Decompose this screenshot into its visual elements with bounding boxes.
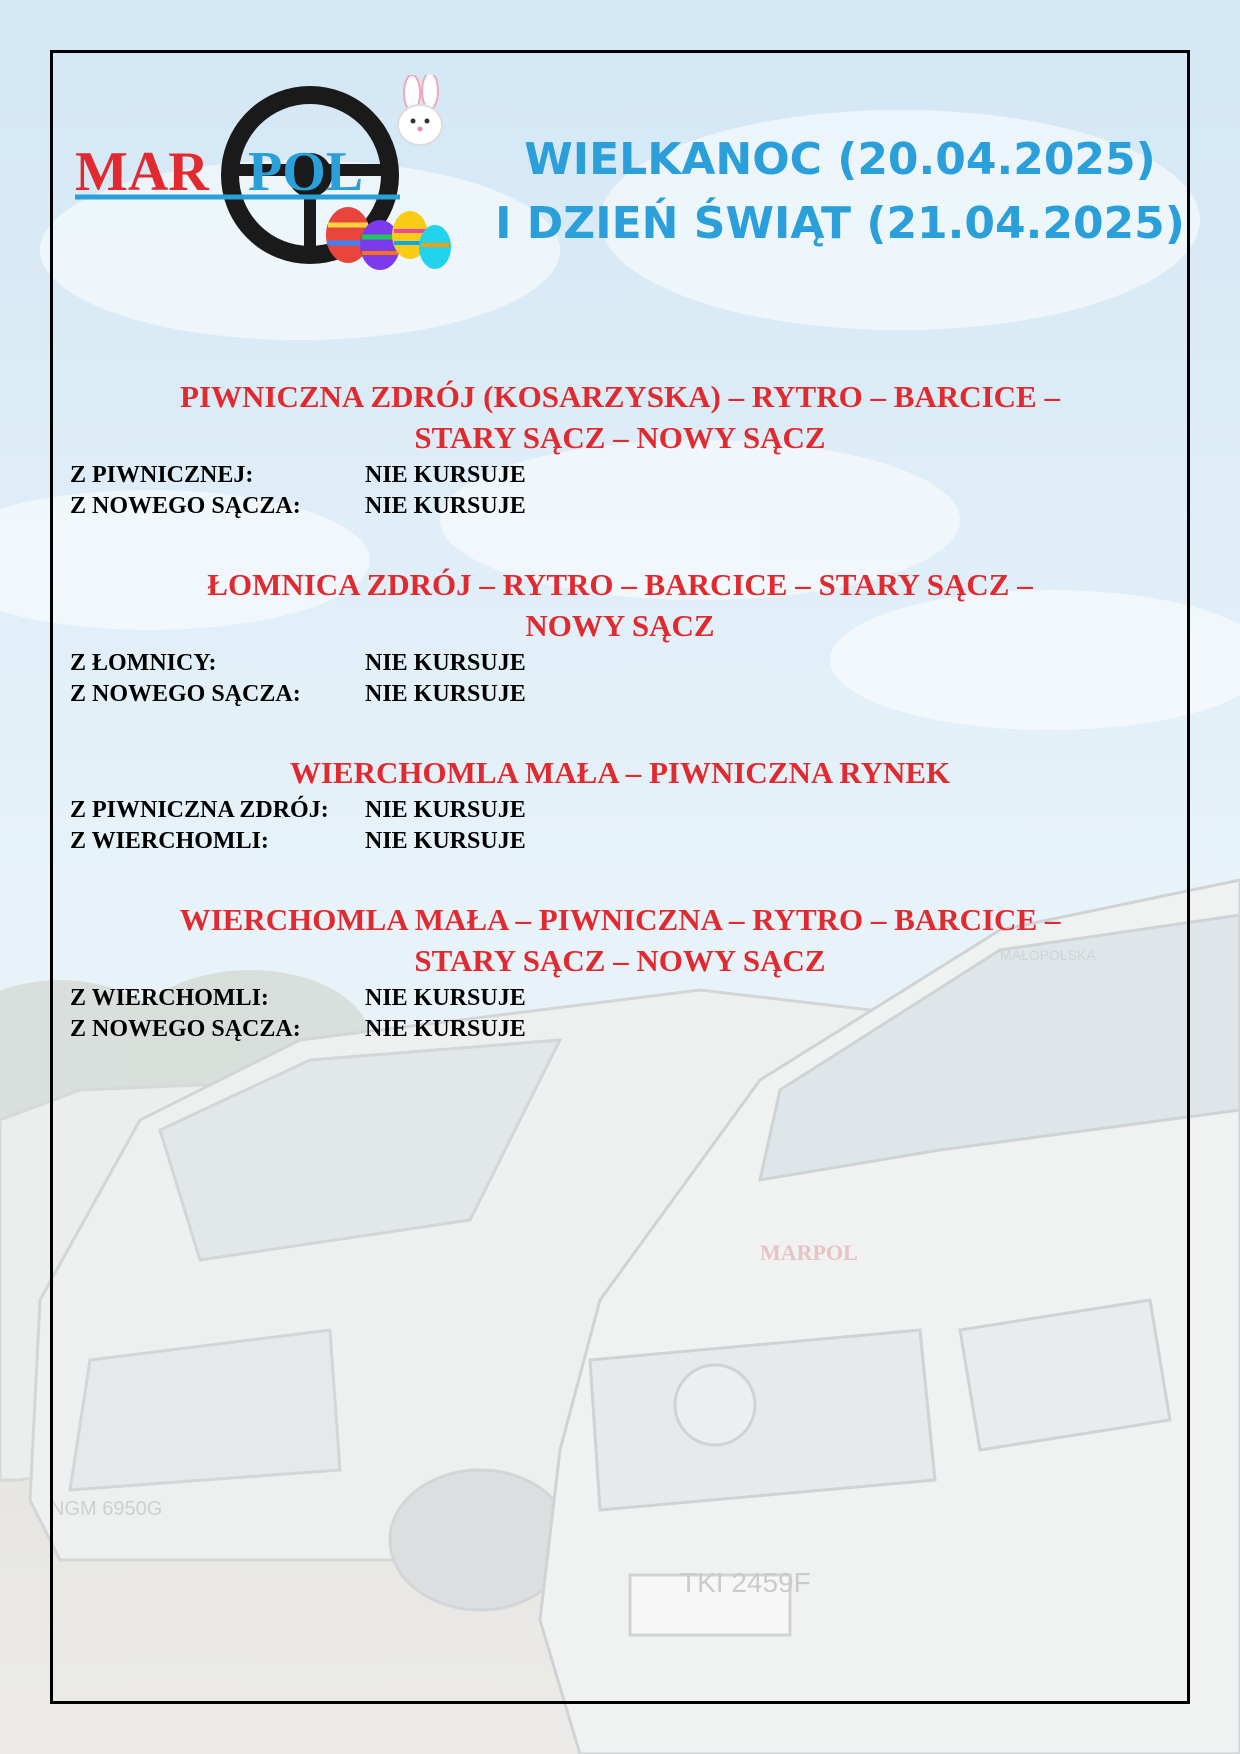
schedule-row (70, 491, 1170, 522)
route-title (70, 376, 1170, 458)
route-title-line: PIWNICZNA ZDRÓJ (KOSARZYSKA) – RYTRO – BARCICE – (180, 379, 1060, 414)
route-title (70, 564, 1170, 646)
schedule-row (70, 826, 1170, 857)
route-title-line: WIERCHOMLA MAŁA – PIWNICZNA – RYTRO – BARCICE – (179, 902, 1061, 937)
marpol-logo (70, 75, 470, 275)
direction-label: Z ŁOMNICY: (70, 650, 217, 676)
schedule-row (70, 460, 1170, 491)
route-block (70, 376, 1170, 522)
route-title-line: ŁOMNICA ZDRÓJ – RYTRO – BARCICE – STARY SĄCZ – (207, 567, 1033, 602)
plate-text-2: NGM 6950G (50, 1498, 163, 1520)
logo-text-mar: MAR (75, 141, 209, 203)
direction-label: Z PIWNICZNA ZDRÓJ: (70, 797, 329, 823)
route-block (70, 752, 1170, 857)
route-title (70, 752, 1170, 793)
route-block (70, 899, 1170, 1045)
status-value: NIE KURSUJE (365, 462, 526, 488)
logo-text-pol: POL (248, 141, 364, 203)
direction-label: Z WIERCHOMLI: (70, 985, 269, 1011)
status-value: NIE KURSUJE (365, 493, 526, 519)
direction-label: Z WIERCHOMLI: (70, 828, 269, 854)
route-title (70, 899, 1170, 981)
schedule-row (70, 679, 1170, 710)
schedule-row (70, 1014, 1170, 1045)
route-title-line: WIERCHOMLA MAŁA – PIWNICZNA RYNEK (289, 755, 951, 790)
status-value: NIE KURSUJE (365, 681, 526, 707)
vehicle-brand-text: MARPOL (760, 1240, 858, 1265)
status-value: NIE KURSUJE (365, 828, 526, 854)
direction-label: Z NOWEGO SĄCZA: (70, 1016, 301, 1042)
schedule-row (70, 648, 1170, 679)
route-title-line: STARY SĄCZ – NOWY SĄCZ (414, 420, 826, 455)
direction-label: Z PIWNICZNEJ: (70, 462, 254, 488)
status-value: NIE KURSUJE (365, 797, 526, 823)
status-value: NIE KURSUJE (365, 985, 526, 1011)
direction-label: Z NOWEGO SĄCZA: (70, 493, 301, 519)
routes-list (70, 376, 1170, 1087)
route-title-line: NOWY SĄCZ (525, 608, 715, 643)
holiday-header-line-2: I DZIEŃ ŚWIĄT (21.04.2025) (495, 198, 1185, 249)
plate-text-1: TKI 2459F (680, 1567, 811, 1598)
route-block (70, 564, 1170, 710)
route-title-line: STARY SĄCZ – NOWY SĄCZ (414, 943, 826, 978)
holiday-header-line-1: WIELKANOC (20.04.2025) (524, 134, 1156, 185)
status-value: NIE KURSUJE (365, 1016, 526, 1042)
bunny-icon (398, 75, 442, 145)
status-value: NIE KURSUJE (365, 650, 526, 676)
schedule-row (70, 795, 1170, 826)
holiday-header (450, 128, 1230, 256)
direction-label: Z NOWEGO SĄCZA: (70, 681, 301, 707)
schedule-row (70, 983, 1170, 1014)
livery-text: MAŁOPOLSKA (1000, 947, 1096, 963)
